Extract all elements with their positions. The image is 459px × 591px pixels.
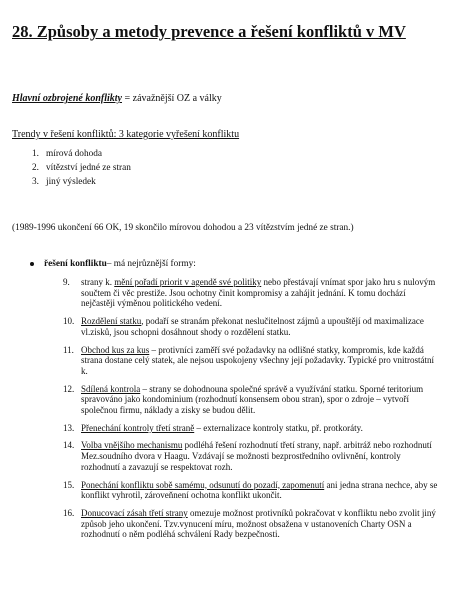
list-item bbox=[32, 147, 131, 161]
list-number: 9. bbox=[63, 277, 70, 287]
headline-line bbox=[12, 93, 222, 105]
list-number: 10. bbox=[63, 316, 75, 327]
list-number: 14. bbox=[63, 440, 75, 451]
item-description: nebo přestávají vnímat spor jako hru s nulovým součtem či věc prestiže. Jsou ochotny činit kompromisy a zahájit jednání. K tomu dochází nejčastěji výměnou politického vedení. bbox=[81, 277, 436, 309]
list-item bbox=[32, 161, 131, 175]
list-number: 16. bbox=[63, 507, 75, 518]
list-item bbox=[63, 480, 441, 501]
list-number: 13. bbox=[63, 422, 75, 433]
trends-heading: Trendy v řešení konfliktů: 3 kategorie vyřešení konfliktu bbox=[12, 129, 240, 140]
list-item bbox=[63, 384, 441, 416]
list-text bbox=[81, 277, 441, 309]
list-text bbox=[81, 316, 441, 337]
headline-label: Hlavní ozbrojené konflikty bbox=[12, 93, 122, 104]
list-number: 15. bbox=[63, 479, 75, 490]
list-text bbox=[81, 345, 441, 377]
item-term: Ponechání konfliktu sobě samému, odsunutí do pozadí, zapomenutí bbox=[81, 479, 325, 490]
item-term: Volba vnějšího mechanismu bbox=[81, 440, 183, 451]
item-prefix: strany k. bbox=[81, 277, 115, 287]
list-text bbox=[81, 384, 441, 416]
list-text bbox=[81, 423, 441, 434]
list-number: 3. bbox=[32, 177, 39, 187]
list-item bbox=[63, 440, 441, 472]
bullet-rest: – má nejrůznější formy: bbox=[106, 259, 196, 269]
item-term: Donucovací zásah třetí strany bbox=[81, 507, 188, 518]
list-number: 1. bbox=[32, 149, 39, 159]
resolution-list bbox=[63, 277, 441, 547]
headline-rest: = závažnější OZ a války bbox=[122, 93, 222, 104]
item-term: Rozdělení statku bbox=[81, 316, 142, 327]
item-description: – strany se dohodnouna společné správě a využívání statku. Sporné teritorium spravováno jako kondominium (rozhodnutí konsensem obou stran), spor o zdroje – vytvoří společnou firmu, náklady a zisky se budou dělit. bbox=[81, 383, 424, 416]
list-text: vítězství jedné ze stran bbox=[46, 163, 131, 173]
trends-list bbox=[32, 147, 131, 189]
list-item bbox=[63, 508, 441, 540]
item-description: , podaří se stranám překonat neslučitelnost zájmů a upouštějí od maximalizace vl.zisků, jsou schopni dosáhnout shody o rozdělení statku. bbox=[81, 316, 424, 337]
list-item bbox=[32, 175, 131, 189]
list-item bbox=[63, 345, 441, 377]
item-term: Obchod kus za kus bbox=[81, 344, 150, 355]
item-description: omezuje možnost protivníků pokračovat v konfliktu nebo zvolit jiný způsob jeho ukončení. Tzv.vynucení míru, možnost obsažena v ustanoveních Charty OSN a rozhodnutí o něm podléhá schválení Rady bezpečnosti. bbox=[81, 507, 436, 540]
list-text: jiný výsledek bbox=[46, 177, 96, 187]
list-text: mírová dohoda bbox=[46, 149, 103, 159]
item-description: – externalizace kontroly statku, př. protkoráty. bbox=[194, 422, 363, 433]
list-number: 11. bbox=[63, 344, 74, 355]
item-term: mění pořadí priorit v agendě své politiky bbox=[114, 277, 262, 287]
page-title: 28. Způsoby a metody prevence a řešení konfliktů v MV bbox=[12, 22, 406, 41]
item-description: ani jedna strana nechce, aby se konflikt vyhrotil, zároveňnení ochotna konflikt ukončit. bbox=[81, 479, 438, 501]
bullet-heading bbox=[30, 258, 196, 270]
item-description: podléhá řešení rozhodnutí třetí strany, např. arbitráž nebo rozhodnutí Mez.soudního dvora v Haagu. Vzdávají se možnosti bezprostředního ovlivnění, kontroly rozhodnutí a zavazují se respektovat rozh. bbox=[81, 440, 432, 472]
item-term: Sdílená kontrola bbox=[81, 383, 141, 394]
list-text bbox=[81, 508, 441, 540]
list-item bbox=[63, 423, 441, 434]
item-term: Přenechání kontroly třetí straně bbox=[81, 422, 195, 433]
list-text bbox=[81, 480, 441, 501]
list-item bbox=[63, 277, 441, 309]
list-number: 12. bbox=[63, 383, 75, 394]
bullet-icon bbox=[30, 262, 34, 266]
list-number: 2. bbox=[32, 163, 39, 173]
item-description: – protivníci zaměří své požadavky na odlišné statky, kompromis, kde každá strana dostane celý statek, ale nejsou uspokojeny všechny její požadavky. Typické pro vnitrostátní k. bbox=[81, 344, 435, 376]
list-item bbox=[63, 316, 441, 337]
list-text bbox=[81, 440, 441, 472]
bullet-title: řešení konfliktu bbox=[44, 259, 107, 269]
statistics-note: (1989-1996 ukončení 66 OK, 19 skončilo mírovou dohodou a 23 vítězstvím jedné ze stran.) bbox=[12, 223, 354, 233]
